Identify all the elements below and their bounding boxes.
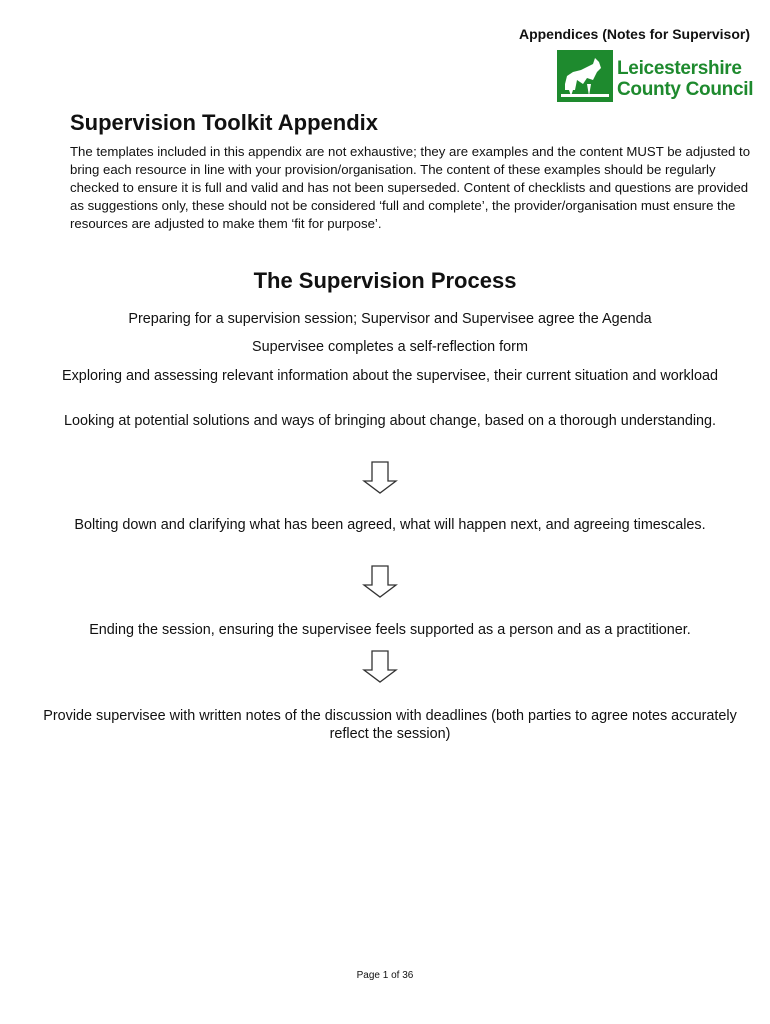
down-arrow-icon [362, 461, 398, 495]
process-step-2: Supervisee completes a self-reflection form [252, 339, 528, 355]
process-step-5: Bolting down and clarifying what has been agreed, what will happen next, and agreeing timescales. [74, 517, 706, 533]
process-title: The Supervision Process [253, 268, 517, 293]
down-arrow-icon [362, 650, 398, 684]
process-step-6: Ending the session, ensuring the supervisee feels supported as a person and as a practitioner. [89, 622, 691, 638]
fox-emblem-icon [557, 50, 613, 102]
process-step-4: Looking at potential solutions and ways of bringing about change, based on a thorough understanding. [63, 413, 717, 429]
down-arrow-icon [362, 565, 398, 599]
section-label: Appendices (Notes for Supervisor) [518, 26, 750, 42]
logo-line-2: County Council [617, 79, 754, 100]
page-number: Page 1 of 36 [356, 970, 414, 981]
process-step-1: Preparing for a supervision session; Supervisor and Supervisee agree the Agenda [128, 311, 652, 327]
intro-paragraph: The templates included in this appendix are not exhaustive; they are examples and the content MUST be adjusted to bring each resource in line with your provision/organisation. The content of these examples should be regularly checked to ensure it is full and valid and has not been superseded. Content of checklists and questions are provided as suggestions only, these should not be considered ‘full and complete’, the provider/organisation must ensure the resources are adjusted to make them ‘fit for purpose’. [70, 144, 751, 231]
process-step-3: Exploring and assessing relevant information about the supervisee, their current situation and workload [62, 368, 718, 384]
council-logo [557, 50, 757, 106]
document-title: Supervision Toolkit Appendix [70, 110, 379, 135]
logo-line-1: Leicestershire [617, 58, 742, 79]
process-step-7: Provide supervisee with written notes of the discussion with deadlines (both parties to agree notes accurately reflect the session) [43, 708, 737, 742]
